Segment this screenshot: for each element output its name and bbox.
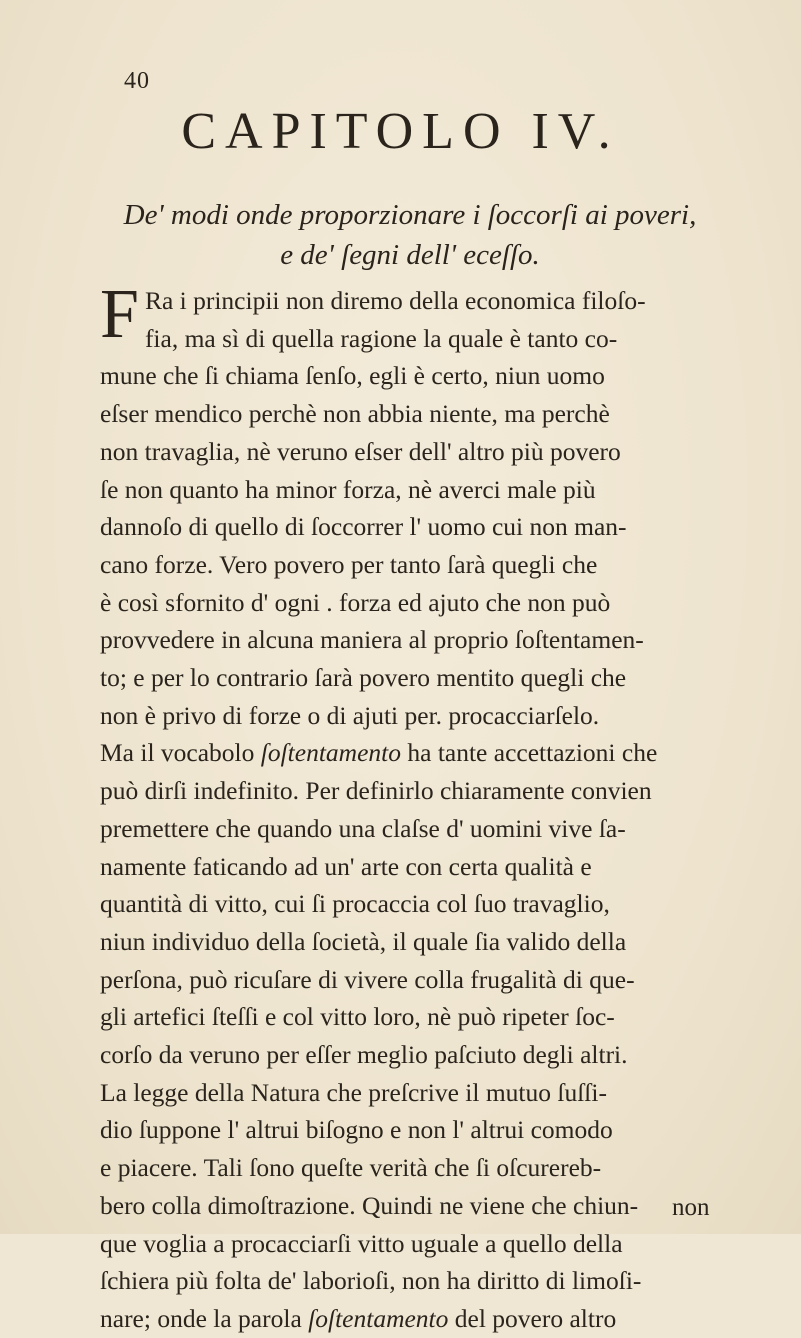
text-line: ſe non quanto ha minor forza, nè averci male più: [100, 474, 596, 504]
text-line: fia, ma sì di quella ragione la quale è tanto co-: [144, 323, 618, 353]
text-line: to; e per lo contrario ſarà povero mentito quegli che: [100, 663, 627, 693]
italic-term: ſoſtentamento: [308, 1303, 449, 1333]
text-line: quantità di vitto, cui ſi procaccia col ſuo travaglio,: [100, 889, 610, 919]
subtitle-line-2: e de' ſegni dell' eceſſo.: [280, 239, 540, 271]
text-line: niun individuo della ſocietà, il quale ſia valido della: [100, 926, 627, 956]
text-segment: nare; onde la parola: [100, 1303, 309, 1333]
text-line-with-italic: [100, 734, 740, 772]
text-line: premettere che quando una claſse d' uomini vive ſa-: [100, 813, 626, 843]
subtitle-line-1: De' modi onde proporzionare i ſoccorſi ai poveri,: [123, 199, 697, 231]
text-line: corſo da veruno per eſſer meglio paſciuto degli altri.: [100, 1040, 628, 1070]
text-segment: Ma il vocabolo: [100, 738, 261, 768]
chapter-title: CAPITOLO IV.: [181, 103, 620, 160]
text-segment: ha tante accettazioni che: [401, 738, 658, 768]
text-line: provvedere in alcuna maniera al proprio ſoſtentamen-: [100, 625, 644, 655]
text-line: que voglia a procacciarſi vitto uguale a quello della: [100, 1228, 623, 1258]
text-line: namente faticando ad un' arte con certa qualità e: [100, 851, 592, 881]
text-line: bero colla dimoſtrazione. Quindi ne viene che chiun-: [100, 1190, 639, 1220]
text-line: Ra i principii non diremo della economica filoſo-: [144, 286, 646, 315]
text-line: ſchiera più folta de' laborioſi, non ha diritto di limoſi-: [100, 1266, 642, 1296]
text-line: eſser mendico perchè non abbia niente, ma perchè: [100, 399, 610, 429]
italic-term: ſoſtentamento: [260, 738, 401, 768]
text-line: mune che ſi chiama ſenſo, egli è certo, niun uomo: [100, 361, 605, 391]
drop-cap: F: [100, 276, 139, 353]
text-line-with-italic: [100, 1300, 740, 1338]
page-number: 40: [124, 68, 150, 94]
text-line: non è privo di forze o di ajuti per. procacciarſelo.: [100, 700, 600, 730]
chapter-subtitle: [100, 195, 720, 275]
text-line: cano forze. Vero povero per tanto ſarà quegli che: [100, 549, 598, 579]
text-line: e piacere. Tali ſono queſte verità che ſi oſcurereb-: [100, 1153, 602, 1183]
body-paragraph: [100, 276, 740, 1338]
text-line: perſona, può ricuſare di vivere colla frugalità di que-: [100, 964, 635, 994]
text-line: dannoſo di quello di ſoccorrer l' uomo cui non man-: [100, 512, 627, 542]
text-line: può dirſi indefinito. Per definirlo chiaramente convien: [100, 776, 652, 806]
text-line: La legge della Natura che preſcrive il mutuo ſuſſi-: [100, 1077, 607, 1107]
text-line: non travaglia, nè veruno eſser dell' altro più povero: [100, 436, 621, 466]
text-segment: del povero altro: [448, 1303, 617, 1333]
catchword: non: [672, 1194, 710, 1221]
text-line: gli artefici ſteſſi e col vitto loro, nè può ripeter ſoc-: [100, 1002, 615, 1032]
text-line: è così sfornito d' ogni . forza ed ajuto che non può: [100, 587, 611, 617]
text-line: dio ſuppone l' altrui biſogno e non l' altrui comodo: [100, 1115, 613, 1145]
